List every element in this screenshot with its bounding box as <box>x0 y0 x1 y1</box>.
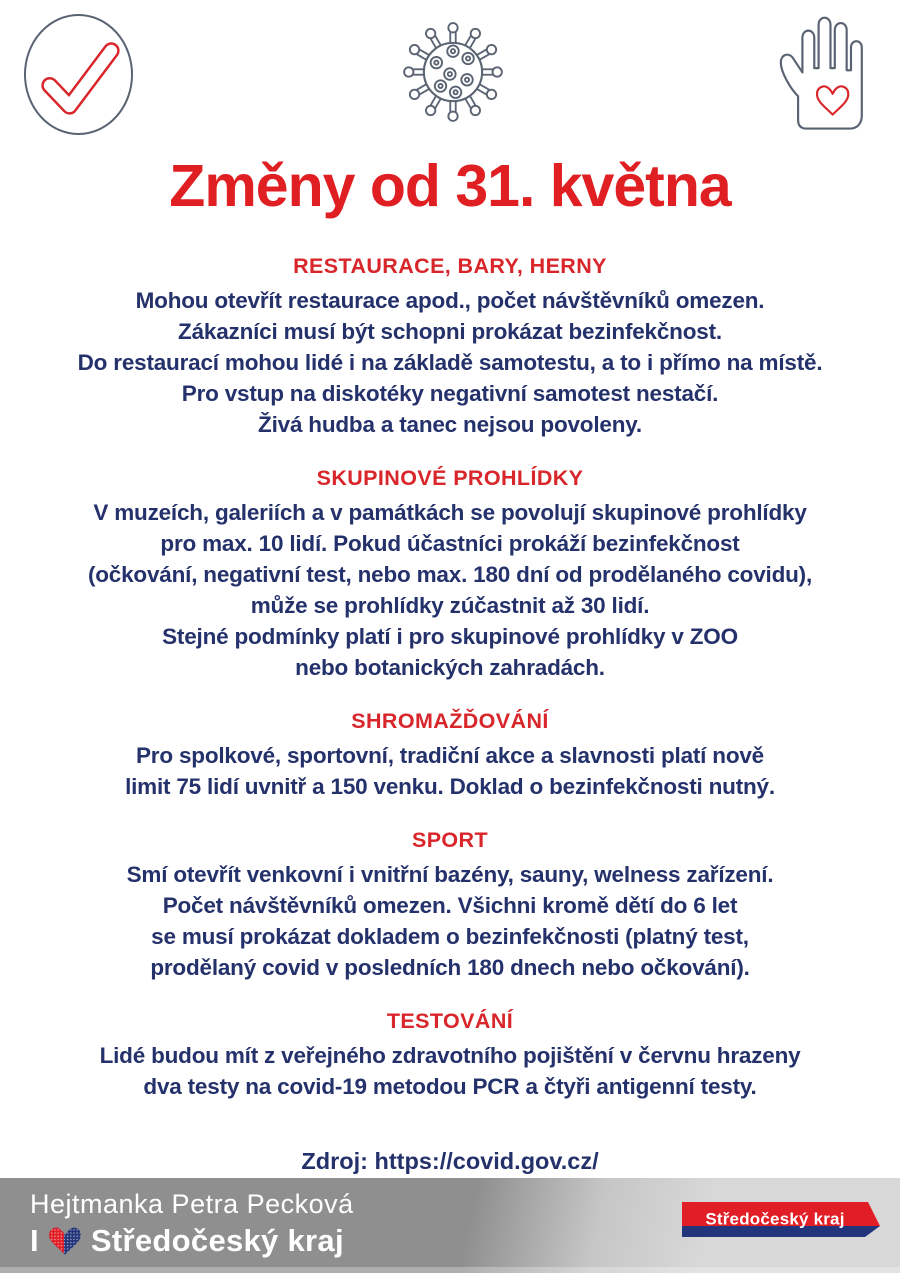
section-text-line: Stejné podmínky platí i pro skupinové prohlídky v ZOO <box>162 624 738 649</box>
section-text-line: Pro spolkové, sportovní, tradiční akce a slavnosti platí nově <box>136 743 764 768</box>
section-sport <box>0 828 900 983</box>
page-title: Změny od 31. května <box>169 153 731 219</box>
section-text-line: limit 75 lidí uvnitř a 150 venku. Doklad o bezinfekčnosti nutný. <box>125 774 775 799</box>
section-heading: SPORT <box>411 828 489 852</box>
region-logo <box>30 1223 354 1259</box>
section-heading: SHROMAŽĎOVÁNÍ <box>351 709 549 733</box>
ribbon-label: Středočeský kraj <box>705 1209 845 1229</box>
section-text-line: Zákazníci musí být schopni prokázat bezinfekčnost. <box>178 319 722 344</box>
section-shromazdovani <box>0 709 900 802</box>
content-sections <box>0 254 900 1175</box>
section-text-line: může se prohlídky zúčastnit až 30 lidí. <box>250 593 650 618</box>
love-prefix: I <box>30 1223 39 1258</box>
section-text-line: nebo botanických zahradách. <box>295 655 605 680</box>
section-heading: SKUPINOVÉ PROHLÍDKY <box>316 466 584 490</box>
section-heading: TESTOVÁNÍ <box>386 1009 514 1033</box>
section-testovani <box>0 1009 900 1102</box>
section-text-line: Živá hudba a tanec nejsou povoleny. <box>258 412 642 437</box>
top-icons-row <box>0 0 900 132</box>
section-text-line: Lidé budou mít z veřejného zdravotního pojištění v červnu hrazeny <box>99 1043 801 1068</box>
section-text-line: Počet návštěvníků omezen. Všichni kromě dětí do 6 let <box>162 893 738 918</box>
source-line: Zdroj: https://covid.gov.cz/ <box>301 1148 599 1174</box>
footer-bar <box>0 1178 900 1273</box>
section-text-line: se musí prokázat dokladem o bezinfekčnosti (platný test, <box>151 924 749 949</box>
hand-heart-icon <box>770 12 878 134</box>
footer-branding <box>30 1188 354 1259</box>
check-circle-icon <box>22 12 136 137</box>
section-text-line: (očkování, negativní test, nebo max. 180 dní od prodělaného covidu), <box>87 562 813 587</box>
region-ribbon <box>682 1202 882 1238</box>
section-text-line: Smí otevřít venkovní i vnitřní bazény, sauny, welness zařízení. <box>126 862 774 887</box>
section-heading: RESTAURACE, BARY, HERNY <box>293 254 607 278</box>
section-text-line: V muzeích, galeriích a v památkách se povolují skupinové prohlídky <box>93 500 807 525</box>
region-name: Středočeský kraj <box>90 1223 344 1258</box>
section-text-line: Pro vstup na diskotéky negativní samotest nestačí. <box>181 381 719 406</box>
section-restaurace <box>0 254 900 440</box>
section-text-line: dva testy na covid-19 metodou PCR a čtyři antigenní testy. <box>143 1074 757 1099</box>
section-skupinove-prohlidky <box>0 466 900 683</box>
heart-logo-icon <box>47 1225 83 1257</box>
section-text-line: Do restaurací mohou lidé i na základě samotestu, a to i přímo na místě. <box>77 350 823 375</box>
section-text-line: Mohou otevřít restaurace apod., počet návštěvníků omezen. <box>135 288 765 313</box>
section-text-line: pro max. 10 lidí. Pokud účastníci prokáží bezinfekčnost <box>160 531 740 556</box>
section-text-line: prodělaný covid v posledních 180 dnech nebo očkování). <box>150 955 750 980</box>
governor-name: Hejtmanka Petra Pecková <box>30 1189 354 1219</box>
virus-icon <box>401 20 505 124</box>
